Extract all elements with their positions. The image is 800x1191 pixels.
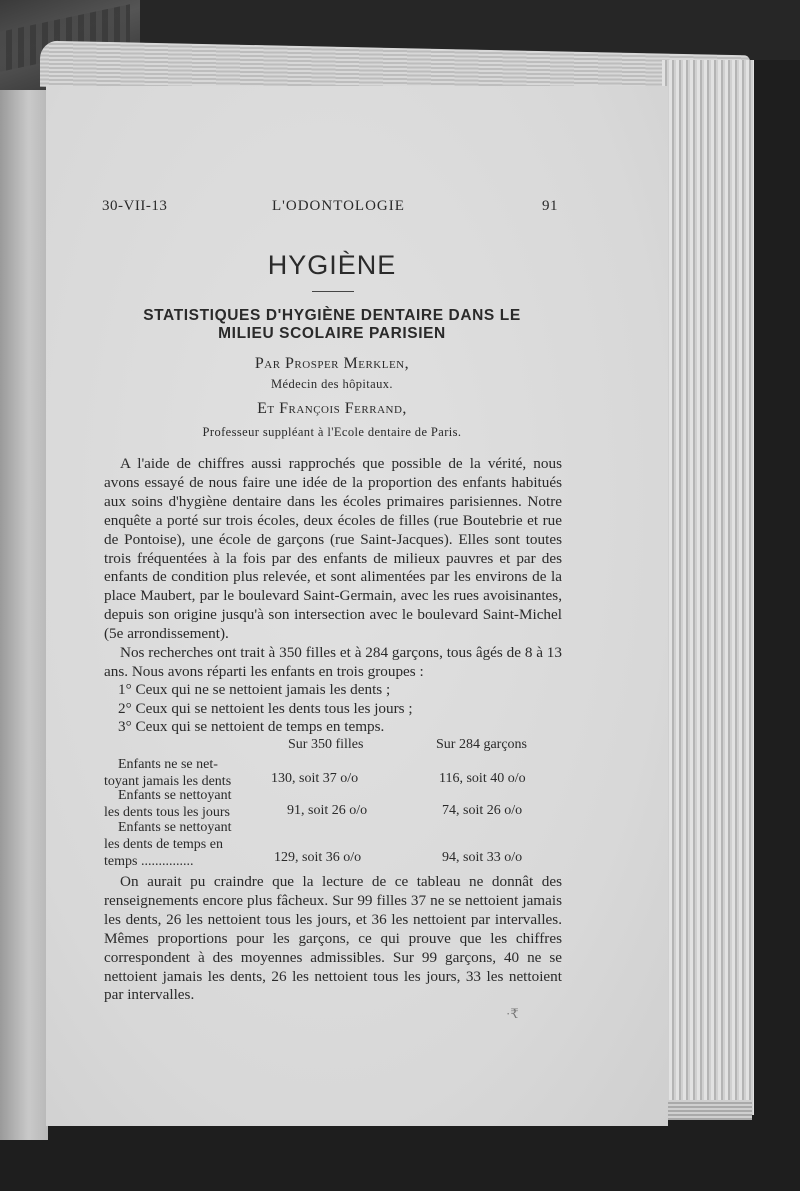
cell-girls: 129, soit 36 o/o [274,850,362,865]
row-label: Enfants se nettoyant les dents tous les jours [104,788,232,820]
column-header-girls: Sur 350 filles [288,737,364,752]
cell-boys: 116, soit 40 o/o [439,771,526,786]
paragraph: Nos recherches ont trait à 350 filles et à 284 garçons, tous âgés de 8 à 13 ans. Nous avons réparti les enfants en trois groupes : [104,644,562,680]
group-item: 2° Ceux qui se nettoient les dents tous les jours ; [118,700,413,717]
author-1-role: Médecin des hôpitaux. [271,377,393,391]
paragraph: A l'aide de chiffres aussi rapprochés que possible de la vérité, nous avons essayé de nous faire une idée de la proportion des enfants habitués aux soins d'hygiène dentaire dans les écoles primaires parisiennes. Notre enquête a porté sur trois écoles, deux écoles de filles (rue Boutebrie et rue de Pontoise), une école de garçons (rue Saint-Jacques). Elles sont toutes trois fréquentées à la fois par des enfants de milieux pauvres et par des enfants de condition plus relevée, et sont alimentées par les environs de la place Maubert, par le boulevard Saint-Germain, avec les rues avoisinantes, depuis son origine jusqu'à son intersection avec le boulevard Saint-Michel (5e arrondissement). [104,455,562,643]
paragraph: On aurait pu craindre que la lecture de ce tableau ne donnât des renseignements encore plus fâcheux. Sur 99 filles 37 ne se nettoient jamais les dents, 26 les nettoient tous les jours, et 36 les nettoient par intervalles. Mêmes proportions pour les garçons, ce qui prouve que les chiffres correspondent à des moyennes admissibles. Sur 99 garçons, 40 ne se nettoient jamais les dents, 26 les nettoient tous les jours, 33 les nettoient par intervalles. [104,873,562,1004]
cell-girls: 91, soit 26 o/o [287,803,368,818]
page-edges-right [662,60,754,1115]
body-text [104,455,562,682]
cell-girls: 130, soit 37 o/o [271,771,359,786]
author-2: Et François Ferrand, [257,400,407,417]
article-title-line: MILIEU SCOLAIRE PARISIEN [218,325,446,342]
header-journal: L'ODONTOLOGIE [272,198,405,214]
closing-text [104,873,562,1005]
cell-boys: 74, soit 26 o/o [442,803,523,818]
ink-mark: ·₹ [506,1006,519,1021]
column-header-boys: Sur 284 garçons [436,737,527,752]
author-2-role: Professeur suppléant à l'Ecole dentaire de Paris. [202,425,462,439]
group-item: 1° Ceux qui ne se nettoient jamais les dents ; [118,681,391,698]
row-label: Enfants ne se net- toyant jamais les dents [104,757,232,789]
article-title [102,307,562,343]
header-date: 30-VII-13 [102,198,168,214]
title-rule [312,291,354,292]
group-item: 3° Ceux qui se nettoient de temps en temps. [118,718,385,735]
cell-boys: 94, soit 33 o/o [442,850,523,865]
row-label: Enfants se nettoyant les dents de temps en temps ............... [104,820,232,869]
author-1: Par Prosper Merklen, [254,355,410,372]
article-title-line: STATISTIQUES D'HYGIÈNE DENTAIRE DANS LE [143,307,521,324]
section-title: HYGIÈNE [267,250,397,280]
running-header [102,198,558,220]
left-page-edge [0,90,48,1140]
page-number: 91 [542,198,558,214]
